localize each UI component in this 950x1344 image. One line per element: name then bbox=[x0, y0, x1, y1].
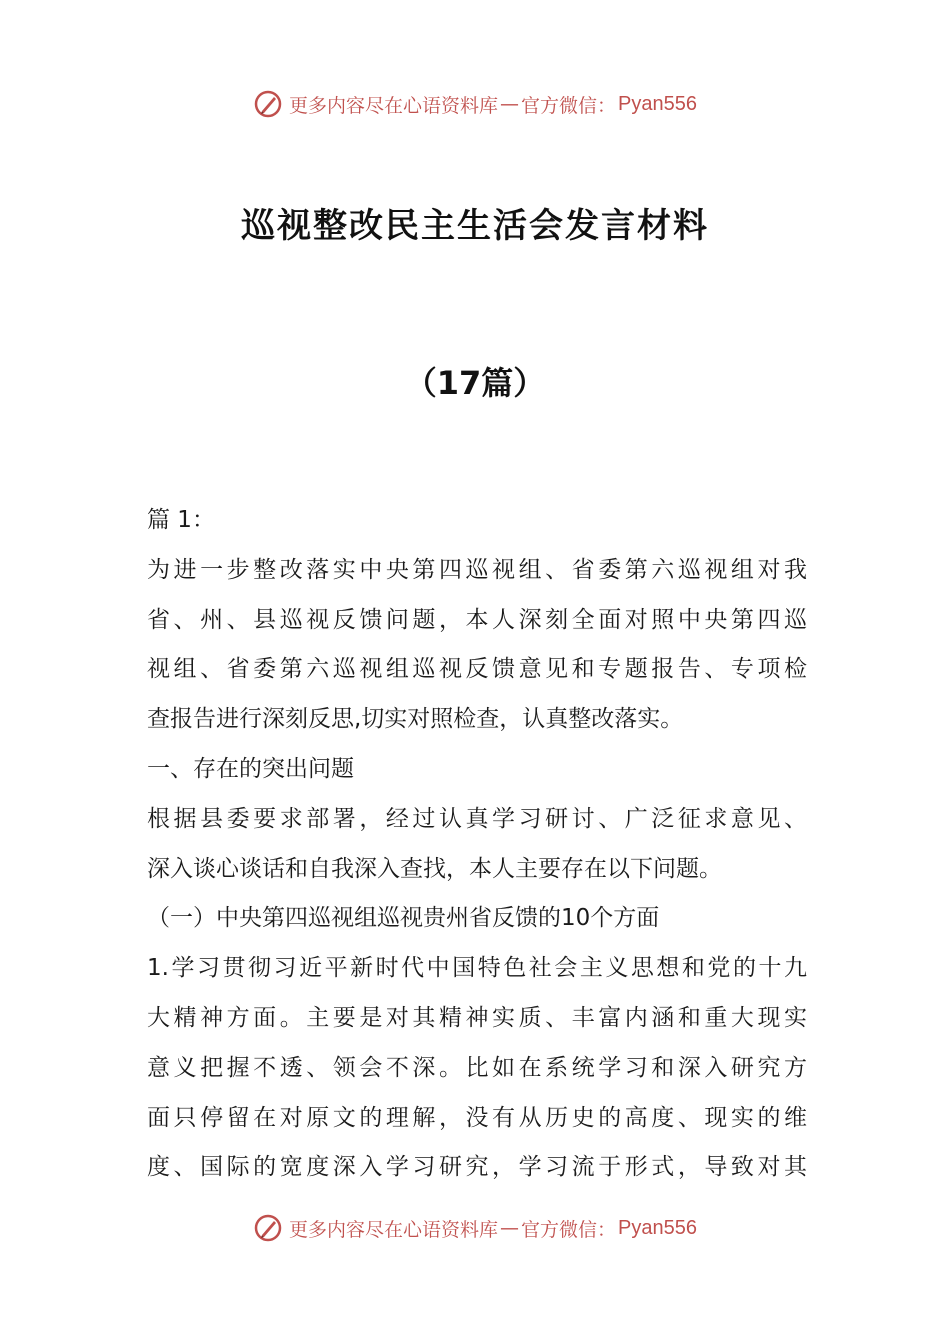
body-line: 视组、省委第六巡视组巡视反馈意见和专题报告、专项检 bbox=[147, 656, 807, 683]
body-line: 深入谈心谈话和自我深入查找，本人主要存在以下问题。 bbox=[147, 855, 722, 882]
pen-logo-icon bbox=[253, 89, 283, 119]
body-line: 度、国际的宽度深入学习研究，学习流于形式，导致对其 bbox=[147, 1154, 807, 1181]
banner-wechat-id: Pyan556 bbox=[618, 92, 697, 115]
body-line: 1.学习贯彻习近平新时代中国特色社会主义思想和党的十九 bbox=[147, 955, 807, 982]
subsection-heading: （一）中央第四巡视组巡视贵州省反馈的10个方面 bbox=[147, 905, 660, 932]
banner-text: 更多内容尽在心语资料库 bbox=[289, 94, 499, 117]
banner-dash: — bbox=[500, 1217, 520, 1239]
body-line: 面只停留在对原文的理解，没有从历史的高度、现实的维 bbox=[147, 1104, 807, 1131]
banner-wechat-id: Pyan556 bbox=[618, 1216, 697, 1239]
document-title: 巡视整改民主生活会发言材料 bbox=[241, 206, 709, 246]
body-line: 查报告进行深刻反思,切实对照检查，认真整改落实。 bbox=[147, 706, 684, 733]
banner-dash: — bbox=[500, 93, 520, 115]
section-heading: 一、存在的突出问题 bbox=[147, 755, 354, 782]
body-line: 大精神方面。主要是对其精神实质、丰富内涵和重大现实 bbox=[147, 1004, 807, 1031]
body-line: 篇 1： bbox=[147, 507, 215, 533]
footer-banner bbox=[0, 1208, 950, 1248]
body-line: 省、州、县巡视反馈问题，本人深刻全面对照中央第四巡 bbox=[147, 606, 807, 633]
body-line: 为进一步整改落实中央第四巡视组、省委第六巡视组对我 bbox=[147, 556, 807, 583]
banner-official-label: 官方微信： bbox=[521, 1218, 617, 1241]
document-subtitle: （17篇） bbox=[404, 364, 546, 402]
body-line: 意义把握不透、领会不深。比如在系统学习和深入研究方 bbox=[147, 1054, 807, 1081]
document-body bbox=[147, 496, 807, 1193]
header-banner bbox=[0, 84, 950, 124]
banner-text: 更多内容尽在心语资料库 bbox=[289, 1218, 499, 1241]
body-line: 根据县委要求部署，经过认真学习研讨、广泛征求意见、 bbox=[147, 805, 807, 832]
banner-official-label: 官方微信： bbox=[521, 94, 617, 117]
pen-logo-icon bbox=[253, 1213, 283, 1243]
